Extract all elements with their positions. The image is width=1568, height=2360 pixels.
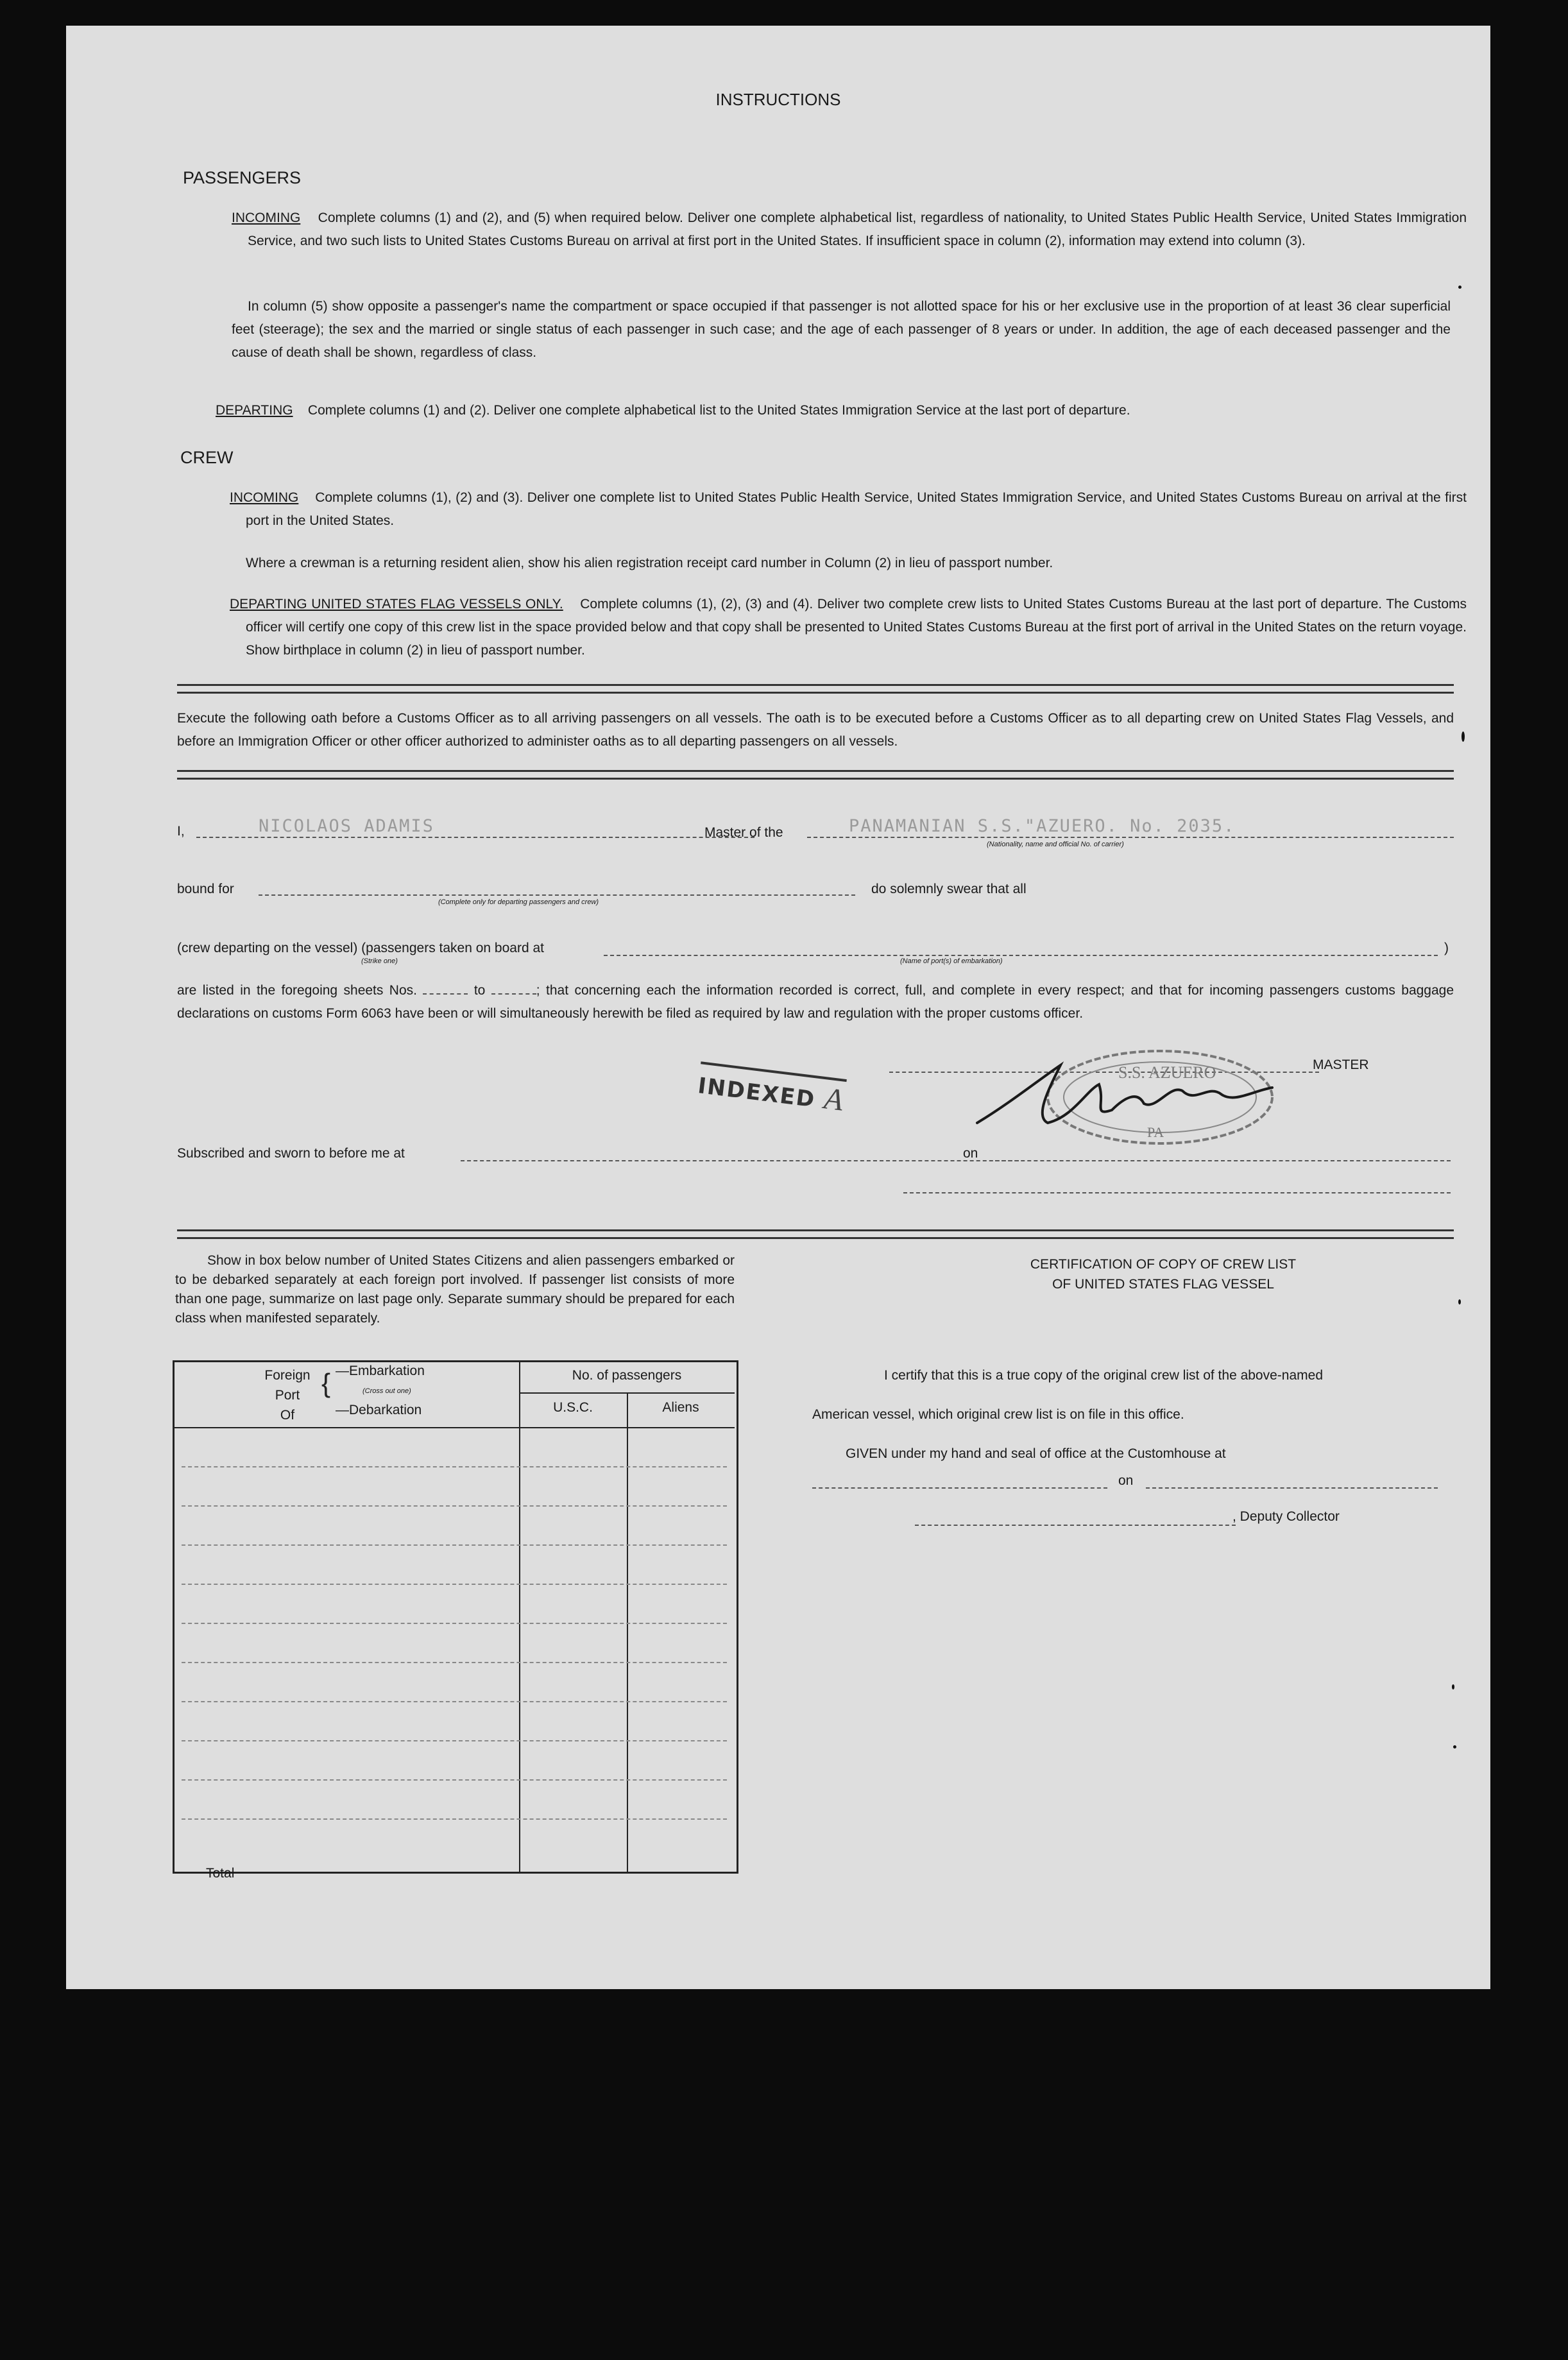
ports-caption: (Name of port(s) of embarkation) xyxy=(900,957,1003,965)
certification-line1: I certify that this is a true copy of the original crew list of the above-named xyxy=(884,1368,1323,1383)
sheet-to-blank xyxy=(491,984,536,995)
passengers-departing-label: DEPARTING xyxy=(216,403,293,418)
deputy-collector-label: , Deputy Collector xyxy=(1232,1509,1340,1524)
sheet-from-blank xyxy=(423,984,468,995)
foreign-label: Foreign xyxy=(264,1368,311,1383)
master-label: MASTER xyxy=(1313,1057,1369,1072)
passengers-departing-paragraph xyxy=(216,399,1451,422)
bound-caption: (Complete only for departing passengers and crew) xyxy=(438,898,599,906)
seal-text: S.S. AZUERO xyxy=(1118,1063,1216,1082)
crew-heading: CREW xyxy=(180,448,234,467)
vessel-caption: (Nationality, name and official No. of carrier) xyxy=(987,841,1124,848)
passengers-incoming-paragraph xyxy=(232,207,1467,253)
officer-signature-line xyxy=(903,1191,1451,1193)
col-divider xyxy=(627,1392,628,1872)
brace: { xyxy=(321,1368,331,1398)
debark-label: —Debarkation xyxy=(336,1403,422,1417)
customhouse-line xyxy=(812,1486,1107,1489)
document-page xyxy=(66,26,1490,1989)
page-title: INSTRUCTIONS xyxy=(715,90,841,109)
table-row-line xyxy=(182,1505,727,1507)
certification-heading-line2: OF UNITED STATES FLAG VESSEL xyxy=(1052,1277,1274,1292)
indexed-initial: A xyxy=(822,1081,847,1118)
table-row-line xyxy=(182,1466,727,1467)
sworn-on-label: on xyxy=(963,1146,978,1161)
table-row-line xyxy=(182,1701,727,1702)
header-bottom xyxy=(173,1427,735,1428)
indexed-stamp xyxy=(696,1061,847,1118)
crew-resident-paragraph: Where a crewman is a returning resident alien, show his alien registration receipt card number in Column (2) in lieu of passport number. xyxy=(246,556,1053,570)
certification-date-line xyxy=(1146,1486,1438,1489)
passengers-departing-text: Complete columns (1) and (2). Deliver one complete alphabetical list to the United States Immigration Service at the last port of departure. xyxy=(307,403,1130,418)
col-divider xyxy=(519,1360,520,1872)
table-row-line xyxy=(182,1623,727,1624)
table-row-line xyxy=(182,1779,727,1781)
passengers-incoming-label: INCOMING xyxy=(232,210,301,225)
summary-instructions: Show in box below number of United States Citizens and alien passengers embarked or to be debarked separately at each foreign port involved. If passenger list consists of more than one page, summarize on last page only. Separate summary should be prepared for each class when manifested separately. xyxy=(175,1253,735,1326)
deputy-signature-line xyxy=(915,1523,1236,1526)
certification-on-label: on xyxy=(1118,1473,1134,1488)
passengers-heading: PASSENGERS xyxy=(183,168,302,187)
total-label: Total xyxy=(206,1866,235,1881)
crew-incoming-paragraph xyxy=(230,486,1467,533)
scan-speck xyxy=(1458,1299,1461,1304)
table-row-line xyxy=(182,1740,727,1741)
section-rule xyxy=(177,1229,1454,1239)
port-label: Port xyxy=(275,1388,300,1403)
bound-for-label: bound for xyxy=(177,882,234,896)
master-of-label: Master of the xyxy=(704,825,783,840)
passengers-incoming-text: Complete columns (1) and (2), and (5) when required below. Deliver one complete alphabetical list, regardless of nationality, to United States Public Health Service, United States Immigration Service, and two such lists to United States Customs Bureau on arrival at first port in the United States. If insufficient space in column (2), information may extend into column (3). xyxy=(248,210,1467,248)
scan-speck xyxy=(1458,286,1461,289)
aliens-header: Aliens xyxy=(662,1400,699,1415)
strike-caption: (Strike one) xyxy=(361,957,398,965)
scan-speck xyxy=(1452,1684,1454,1689)
listed-to: to xyxy=(473,983,486,998)
passengers-count-header: No. of passengers xyxy=(572,1368,682,1383)
cross-caption: (Cross out one) xyxy=(362,1387,411,1395)
master-name-entry: NICOLAOS ADAMIS xyxy=(259,816,434,836)
passengers-column5-paragraph: In column (5) show opposite a passenger's name the compartment or space occupied if that passenger is not allotted space for his or her exclusive use in the proportion of at least 36 clear superficial feet (steerage); the sex and the married or single status of each passenger in such case; and the age of each passenger of 8 years or under. In addition, the age of each deceased passenger and the cause of death shall be shown, regardless of class. xyxy=(232,299,1451,360)
seal-bottom: PA xyxy=(1147,1124,1164,1140)
table-row-line xyxy=(182,1662,727,1663)
embark-label: —Embarkation xyxy=(336,1364,425,1378)
certification-heading-line1: CERTIFICATION OF COPY OF CREW LIST xyxy=(1030,1257,1297,1272)
certification-line2: American vessel, which original crew list is on file in this office. xyxy=(812,1407,1184,1422)
table-row-line xyxy=(182,1544,727,1546)
close-paren: ) xyxy=(1444,941,1449,955)
swear-label: do solemnly swear that all xyxy=(871,882,1027,896)
of-label: Of xyxy=(280,1408,295,1423)
crew-flag-text: Complete columns (1), (2), (3) and (4). Deliver two complete crew lists to United States Customs Bureau at the last port of departure. The Customs officer will certify one copy of this crew list in the space provided below and that copy shall be presented to United States Customs Bureau at the first port of arrival in the United States on the return voyage. Show birthplace in column (2) in lieu of passport number. xyxy=(246,597,1467,658)
listed-text-a: are listed in the foregoing sheets Nos. xyxy=(177,983,417,998)
crew-incoming-label: INCOMING xyxy=(230,490,299,505)
foreign-port-label xyxy=(262,1365,313,1425)
crew-flag-paragraph xyxy=(230,593,1467,662)
crew-incoming-text: Complete columns (1), (2) and (3). Deliver one complete list to United States Public Health Service, United States Immigration Service, and United States Customs Bureau on arrival at the first port in the United States. xyxy=(246,490,1467,528)
bound-for-line xyxy=(259,893,855,896)
certification-heading xyxy=(855,1254,1471,1294)
listed-text-b: ; that concerning each the information recorded is correct, full, and complete in every respect; and that for incoming passengers customs baggage declarations on customs Form 6063 have been or will simultaneously herewith be filed as required by law and regulation with the proper customs officer. xyxy=(177,983,1454,1021)
table-row-line xyxy=(182,1818,727,1820)
listed-paragraph xyxy=(177,979,1454,1025)
certification-line3: GIVEN under my hand and seal of office at the Customhouse at xyxy=(846,1446,1226,1461)
oath-intro: Execute the following oath before a Customs Officer as to all arriving passengers on all vessels. The oath is to be executed before a Customs Officer as to all departing crew on United States Flag Vessels, and before an Immigration Officer or other officer authorized to administer oaths as to all departing passengers on all vessels. xyxy=(177,711,1454,749)
section-rule xyxy=(177,684,1454,694)
embarkation-port-line xyxy=(604,953,1438,956)
crew-flag-label: DEPARTING UNITED STATES FLAG VESSELS ONLY. xyxy=(230,597,563,611)
sworn-date-line xyxy=(995,1159,1451,1161)
master-signature xyxy=(951,1027,1324,1155)
sworn-place-line xyxy=(461,1159,1019,1161)
usc-header: U.S.C. xyxy=(553,1400,593,1415)
header-divider xyxy=(519,1392,735,1394)
scan-speck xyxy=(1461,731,1465,742)
passenger-summary-table xyxy=(173,1360,738,1874)
subscribed-label: Subscribed and sworn to before me at xyxy=(177,1146,405,1161)
indexed-stamp-text: INDEXED xyxy=(696,1073,817,1113)
section-rule xyxy=(177,770,1454,780)
vessel-entry: PANAMANIAN S.S."AZUERO. No. 2035. xyxy=(849,816,1236,836)
crew-passengers-label: (crew departing on the vessel) (passengers taken on board at xyxy=(177,941,544,955)
table-row-line xyxy=(182,1584,727,1585)
scan-speck xyxy=(1453,1745,1456,1749)
oath-i-label: I, xyxy=(177,824,185,839)
